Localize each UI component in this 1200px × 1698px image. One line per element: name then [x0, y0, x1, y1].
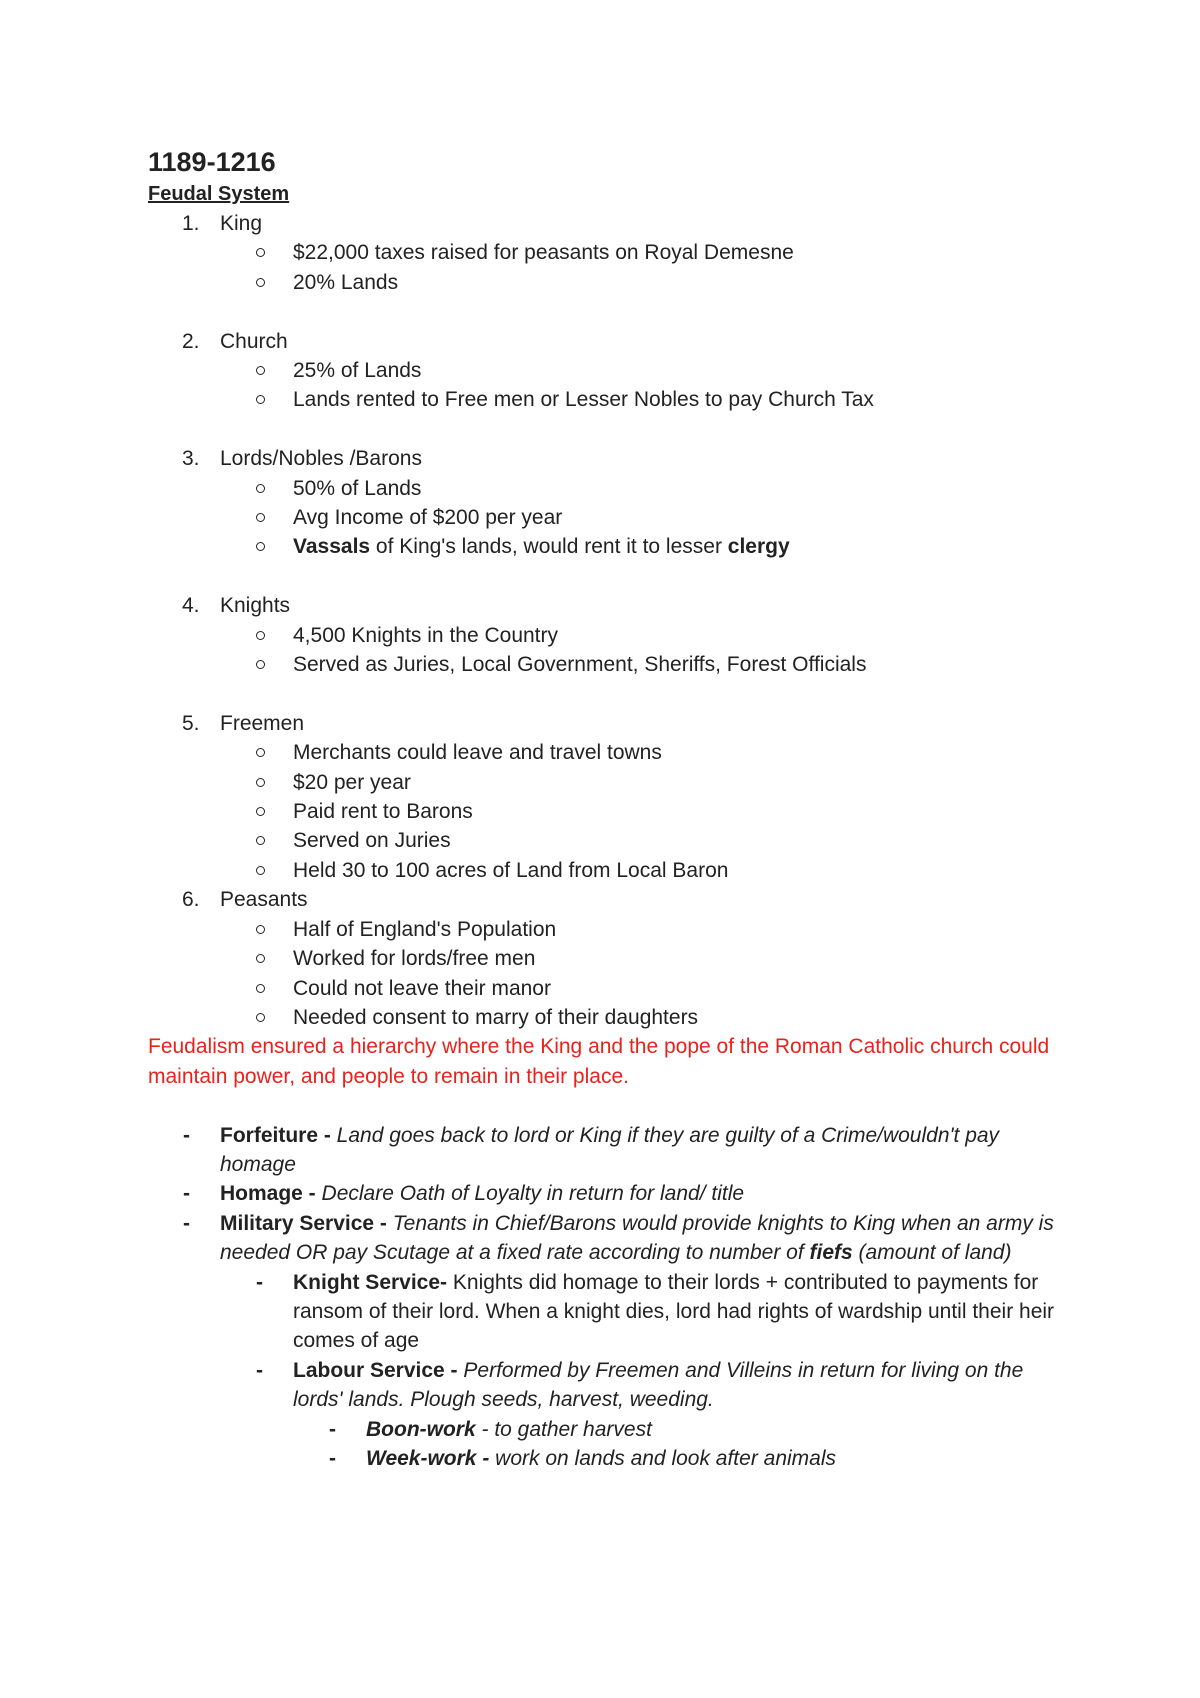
list-label: King — [220, 212, 263, 235]
term-label: Military Service - — [220, 1211, 387, 1235]
list-item — [148, 738, 1078, 767]
dash-bullet: - — [183, 1182, 190, 1206]
bullet-text: Paid rent to Barons — [293, 800, 473, 824]
list-number: 5. — [182, 711, 200, 735]
bullet-text: Worked for lords/free men — [293, 947, 536, 971]
bullet-text: 50% of Lands — [293, 476, 422, 500]
list-item — [148, 856, 1078, 885]
bullet-circle-icon — [256, 954, 265, 963]
bullet-circle-icon — [256, 395, 265, 404]
list-item — [148, 268, 1078, 297]
bullet-circle-icon — [256, 984, 265, 993]
bullet-text: 4,500 Knights in the Country — [293, 623, 559, 647]
bullet-circle-icon — [256, 660, 265, 669]
term-definition: Land goes back to lord or King if they are guilty of a Crime/wouldn't pay homage — [220, 1123, 1000, 1176]
list-item-king — [148, 209, 1078, 238]
bullet-circle-icon — [256, 248, 265, 257]
bullet-circle-icon — [256, 484, 265, 493]
bullet-circle-icon — [256, 366, 265, 375]
bullet-circle-icon — [256, 748, 265, 757]
term-definition: (amount of land) — [852, 1241, 1012, 1265]
list-item — [148, 974, 1078, 1003]
bullet-circle-icon — [256, 866, 265, 875]
bullet-text: Served on Juries — [293, 829, 451, 853]
bullet-text: 25% of Lands — [293, 359, 422, 383]
list-item — [148, 915, 1078, 944]
list-number: 3. — [182, 447, 200, 471]
bullet-text: Lands rented to Free men or Lesser Nobles to pay Church Tax — [293, 388, 874, 412]
term-homage — [148, 1179, 1078, 1208]
list-item — [148, 503, 1078, 532]
dash-bullet: - — [329, 1446, 336, 1470]
term-definition: work on lands and look after animals — [489, 1446, 837, 1470]
dash-bullet: - — [256, 1358, 263, 1382]
bullet-circle-icon — [256, 278, 265, 287]
term-knight-service — [148, 1268, 1078, 1356]
dash-bullet: - — [183, 1123, 190, 1147]
list-item — [148, 385, 1078, 414]
term-forfeiture — [148, 1121, 1078, 1180]
numbered-list — [148, 209, 1078, 1032]
list-item-freemen — [148, 709, 1078, 738]
list-item-peasants — [148, 885, 1078, 914]
bullet-text: Could not leave their manor — [293, 976, 551, 1000]
section-heading: Feudal System — [148, 183, 290, 205]
list-label: Peasants — [220, 888, 308, 912]
summary-paragraph: Feudalism ensured a hierarchy where the King and the pope of the Roman Catholic church could maintain power, and people to remain in their place. — [148, 1035, 1050, 1088]
term-label: Homage - — [220, 1182, 316, 1206]
bullet-text: Held 30 to 100 acres of Land from Local Baron — [293, 858, 729, 882]
term-labour-service — [148, 1356, 1078, 1415]
sub-list — [148, 621, 1078, 680]
bullet-text: Avg Income of $200 per year — [293, 506, 563, 530]
bullet-text: Needed consent to marry of their daughters — [293, 1005, 699, 1029]
list-item-lords — [148, 444, 1078, 473]
list-number: 2. — [182, 329, 200, 353]
dash-bullet: - — [329, 1417, 336, 1441]
term-definition: Performed by Freemen and Villeins in return for living on the lords' lands. Plough seeds, harvest, weeding. — [293, 1358, 1024, 1412]
dash-bullet: - — [256, 1270, 263, 1294]
list-item — [148, 238, 1078, 267]
term-definition: Knights did homage to their lords + contributed to payments for ransom of their lord. When a knight dies, lord had rights of wardship until their heir comes of age — [293, 1270, 1055, 1353]
bullet-text: $20 per year — [293, 770, 411, 794]
list-item — [148, 1003, 1078, 1032]
bullet-text: Served as Juries, Local Government, Sheriffs, Forest Officials — [293, 653, 867, 677]
sub-list — [148, 738, 1078, 885]
bullet-circle-icon — [256, 542, 265, 551]
terms-list — [148, 1121, 1078, 1474]
bullet-circle-icon — [256, 836, 265, 845]
list-label: Church — [220, 329, 288, 353]
bullet-circle-icon — [256, 925, 265, 934]
term-label: Knight Service- — [293, 1270, 448, 1294]
term-label: Boon-work — [366, 1417, 476, 1441]
list-label: Lords/Nobles /Barons — [220, 447, 422, 471]
list-item — [148, 650, 1078, 679]
list-number: 4. — [182, 594, 200, 618]
sub-list — [148, 474, 1078, 562]
bullet-text: 20% Lands — [293, 270, 399, 294]
document-page — [148, 145, 1078, 1473]
list-item — [148, 797, 1078, 826]
sub-list — [148, 238, 1078, 297]
list-item — [148, 474, 1078, 503]
bullet-circle-icon — [256, 807, 265, 816]
bullet-text: $22,000 taxes raised for peasants on Royal Demesne — [293, 241, 794, 265]
bullet-circle-icon — [256, 778, 265, 787]
term-boon-work — [148, 1415, 1078, 1444]
list-label: Freemen — [220, 711, 305, 735]
dash-bullet: - — [183, 1211, 190, 1235]
list-item-church — [148, 327, 1078, 356]
bold-term: fiefs — [809, 1241, 853, 1265]
term-definition: - to gather harvest — [475, 1417, 652, 1441]
bullet-circle-icon — [256, 631, 265, 640]
list-item — [148, 944, 1078, 973]
list-item — [148, 826, 1078, 855]
list-number: 1. — [182, 212, 200, 235]
list-item-knights — [148, 591, 1078, 620]
bold-term: clergy — [727, 535, 790, 559]
term-definition: Tenants in Chief/Barons would provide knights to King when an army is needed OR pay Scutage at a fixed rate according to number of — [220, 1211, 1054, 1265]
term-label: Forfeiture - — [220, 1123, 331, 1147]
list-label: Knights — [220, 594, 291, 618]
bullet-text: of King's lands, would rent it to lesser — [370, 535, 728, 559]
term-label: Week-work - — [366, 1446, 490, 1470]
term-military-service — [148, 1209, 1078, 1268]
term-week-work — [148, 1444, 1078, 1473]
bullet-circle-icon — [256, 1013, 265, 1022]
sub-list — [148, 915, 1078, 1033]
term-label: Labour Service - — [293, 1358, 458, 1382]
list-item — [148, 768, 1078, 797]
list-item — [148, 532, 1078, 561]
page-title: 1189-1216 — [148, 147, 276, 177]
bullet-circle-icon — [256, 513, 265, 522]
list-number: 6. — [182, 888, 200, 912]
list-item — [148, 621, 1078, 650]
list-item — [148, 356, 1078, 385]
bold-term: Vassals — [293, 535, 371, 559]
term-definition: Declare Oath of Loyalty in return for land/ title — [315, 1182, 745, 1206]
bullet-text: Half of England's Population — [293, 917, 557, 941]
bullet-text: Merchants could leave and travel towns — [293, 741, 662, 765]
sub-list — [148, 356, 1078, 415]
